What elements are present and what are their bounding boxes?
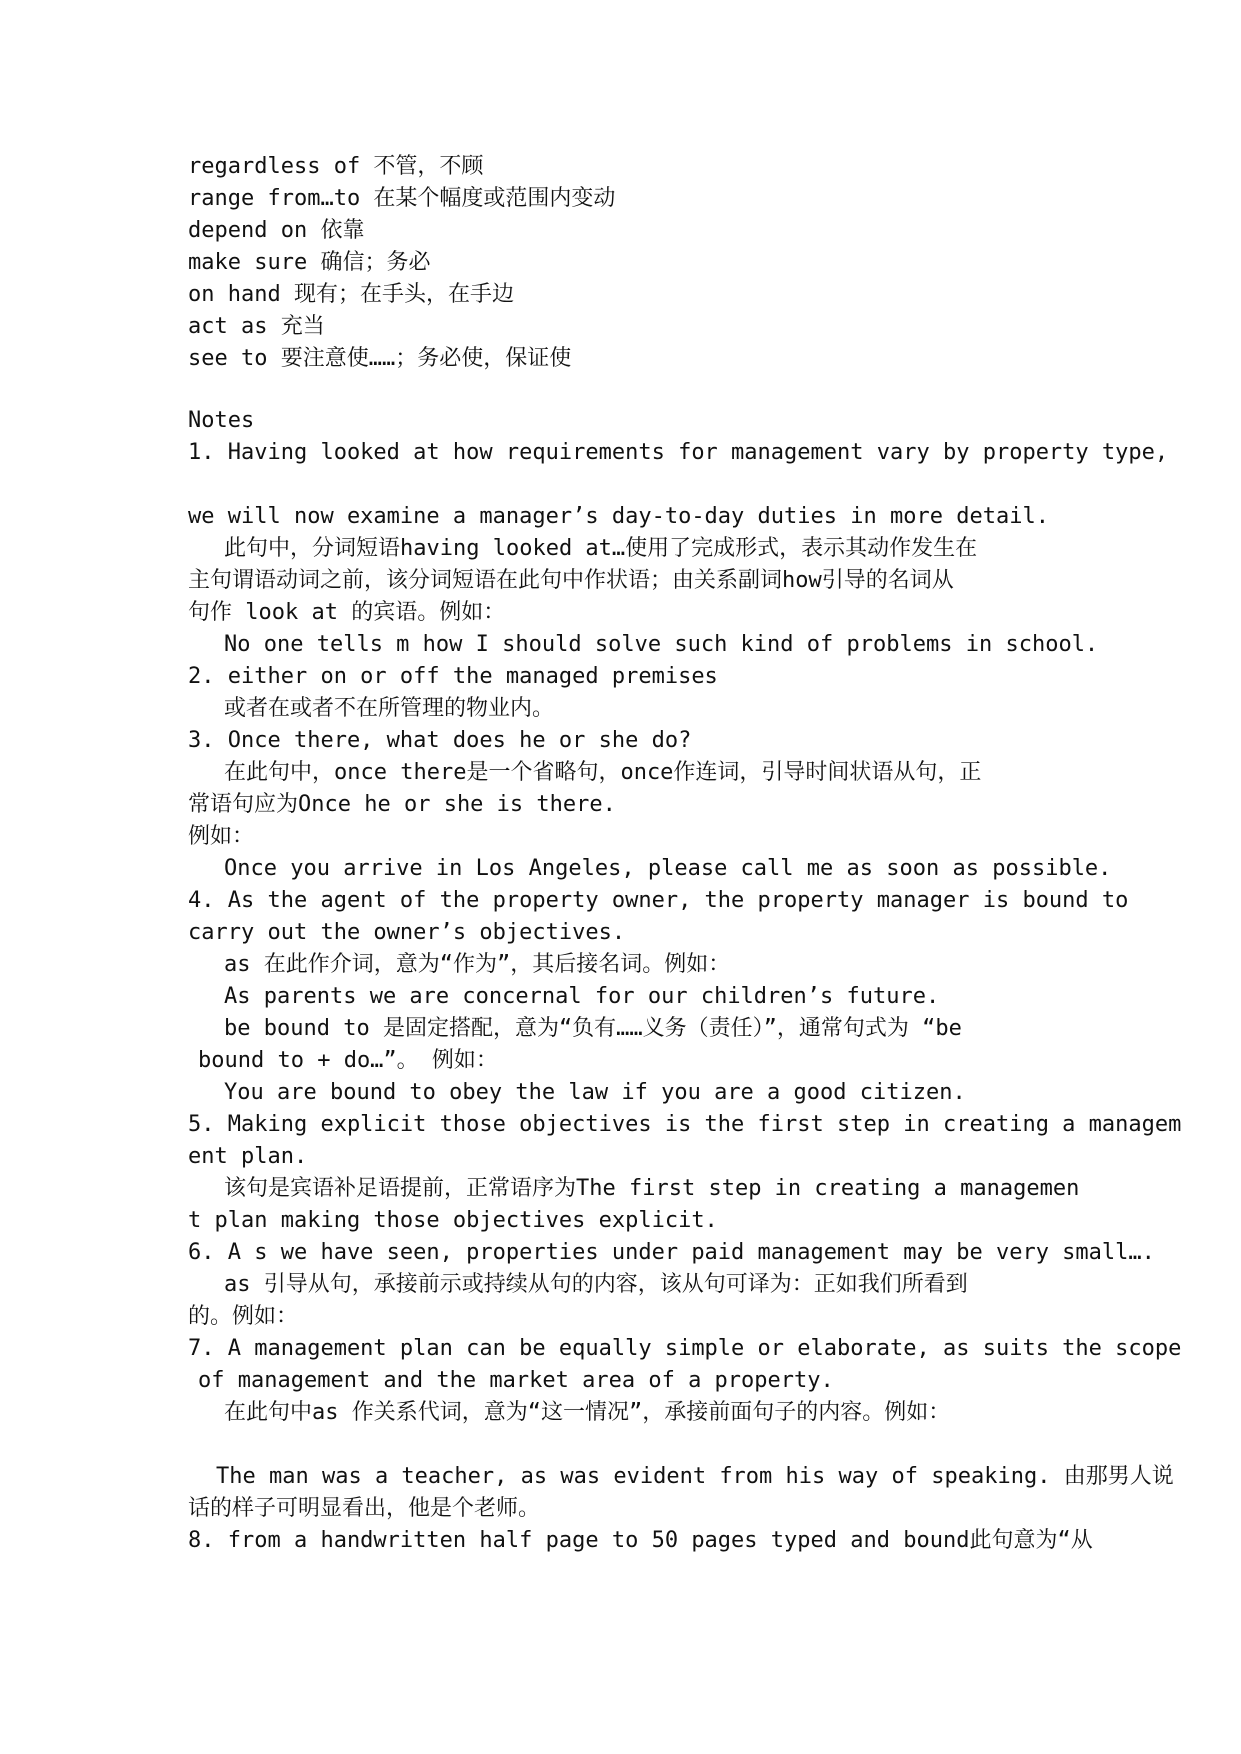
- note-line: 句作 look at 的宾语。例如：: [188, 600, 506, 625]
- note-line: as 引导从句，承接前示或持续从句的内容，该从句可译为：正如我们所看到: [224, 1272, 968, 1297]
- example-line: Once you arrive in Los Angeles, please call me as soon as possible.: [224, 856, 1112, 881]
- example-line: No one tells m how I should solve such kind of problems in school.: [224, 632, 1099, 657]
- note-line: 8. from a handwritten half page to 50 pages typed and bound此句意为“从: [188, 1528, 1093, 1553]
- notes-heading: Notes: [188, 408, 255, 433]
- example-line: As parents we are concernal for our children’s future.: [224, 984, 940, 1009]
- vocab-line: depend on 依靠: [188, 218, 365, 243]
- note-line: bound to + do…”。 例如：: [198, 1048, 498, 1073]
- note-line: 或者在或者不在所管理的物业内。: [224, 696, 555, 721]
- note-line: 该句是宾语补足语提前，正常语序为The first step in creating a managemen: [224, 1176, 1080, 1201]
- note-line: 7. A management plan can be equally simple or elaborate, as suits the scope: [188, 1336, 1182, 1361]
- vocab-line: act as 充当: [188, 314, 325, 339]
- vocab-line: see to 要注意使……；务必使，保证使: [188, 346, 572, 371]
- note-line: 的。例如：: [188, 1304, 299, 1329]
- note-line: 1. Having looked at how requirements for management vary by property type,: [188, 440, 1169, 465]
- note-line: ent plan.: [188, 1144, 308, 1169]
- vocab-line: make sure 确信；务必: [188, 250, 431, 275]
- note-line: 话的样子可明显看出，他是个老师。: [188, 1496, 541, 1521]
- note-line: 此句中，分词短语having looked at…使用了完成形式，表示其动作发生在: [224, 536, 978, 561]
- note-line: we will now examine a manager’s day-to-day duties in more detail.: [188, 504, 1049, 529]
- note-line: 在此句中as 作关系代词，意为“这一情况”，承接前面句子的内容。例如：: [224, 1400, 951, 1425]
- note-line: 5. Making explicit those objectives is the first step in creating a managem: [188, 1112, 1182, 1137]
- note-line: 3. Once there, what does he or she do?: [188, 728, 692, 753]
- note-line: 在此句中，once there是一个省略句，once作连词，引导时间状语从句，正: [224, 760, 982, 785]
- vocab-line: range from…to 在某个幅度或范围内变动: [188, 186, 616, 211]
- note-line: t plan making those objectives explicit.: [188, 1208, 718, 1233]
- note-line: carry out the owner’s objectives.: [188, 920, 626, 945]
- note-line: be bound to 是固定搭配，意为“负有……义务（责任）”，通常句式为 “be: [224, 1016, 962, 1041]
- note-line: 例如：: [188, 824, 255, 849]
- note-line: 6. A s we have seen, properties under paid management may be very small….: [188, 1240, 1155, 1265]
- note-line: 主句谓语动词之前，该分词短语在此句中作状语；由关系副词how引导的名词从: [188, 568, 954, 593]
- example-line: The man was a teacher, as was evident from his way of speaking. 由那男人说: [216, 1464, 1174, 1489]
- note-line: as 在此作介词，意为“作为”，其后接名词。例如：: [224, 952, 731, 977]
- example-line: You are bound to obey the law if you are a good citizen.: [224, 1080, 966, 1105]
- vocab-line: regardless of 不管，不顾: [188, 154, 484, 179]
- note-line: 常语句应为Once he or she is there.: [188, 792, 616, 817]
- note-line: 4. As the agent of the property owner, the property manager is bound to: [188, 888, 1129, 913]
- note-line: of management and the market area of a property.: [198, 1368, 834, 1393]
- note-line: 2. either on or off the managed premises: [188, 664, 718, 689]
- vocab-line: on hand 现有；在手头，在手边: [188, 282, 514, 307]
